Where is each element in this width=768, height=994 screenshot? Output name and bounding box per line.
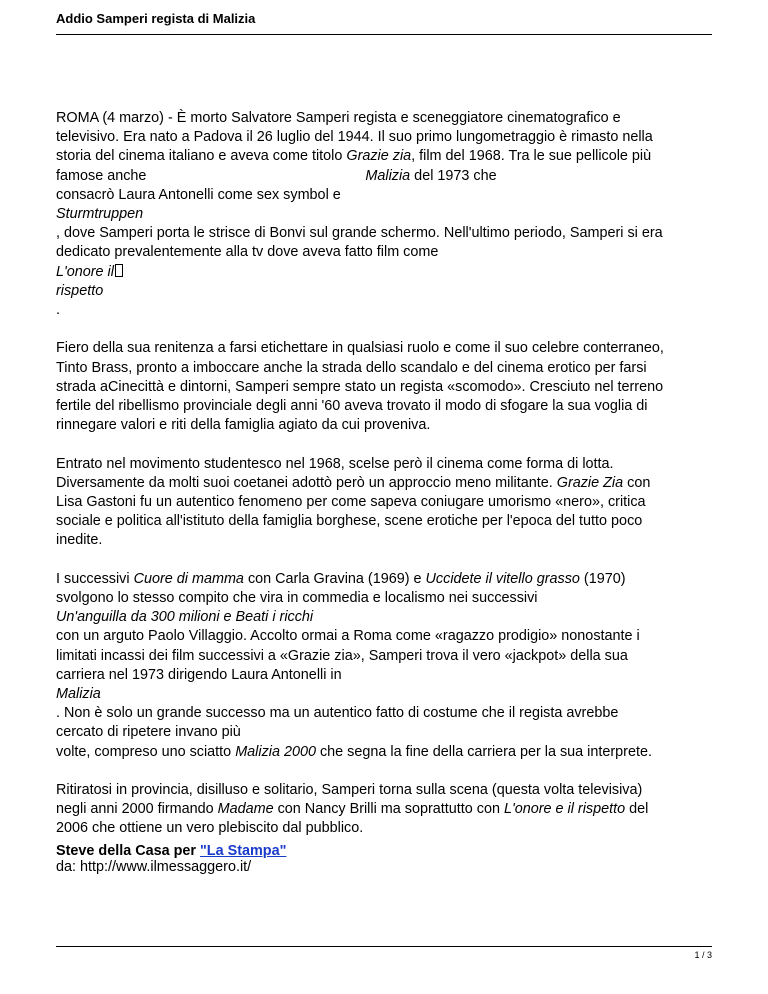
film-title: Malizia 2000 bbox=[235, 743, 316, 760]
text-line: strada aCinecittà e dintorni, Samperi sempre stato un regista «scomodo». Cresciuto nel terreno bbox=[56, 378, 664, 395]
paragraph-4 bbox=[56, 570, 716, 762]
film-title: rispetto bbox=[56, 282, 104, 299]
text-line: Ritiratosi in provincia, disilluso e solitario, Samperi torna sulla scena (questa volta televisiva) bbox=[56, 782, 643, 799]
text-line: negli anni 2000 firmando Madame con Nancy Brilli ma soprattutto con L'onore e il rispetto del bbox=[56, 801, 649, 818]
film-title: Malizia bbox=[56, 686, 101, 703]
film-title: Cuore di mamma bbox=[133, 570, 244, 587]
text-line: volte, compreso uno sciatto Malizia 2000 che segna la fine della carriera per la sua interprete. bbox=[56, 743, 652, 760]
text-line: limitati incassi dei film successivi a «Grazie zia», Samperi trova il vero «jackpot» della sua bbox=[56, 647, 628, 664]
film-title: Uccidete il vitello grasso bbox=[425, 570, 580, 587]
text-line: cercato di ripetere invano più bbox=[56, 724, 241, 741]
film-title: Sturmtruppen bbox=[56, 206, 144, 223]
text-line: ROMA (4 marzo) - È morto Salvatore Samperi regista e sceneggiatore cinematografico e bbox=[56, 110, 621, 126]
text-line: . Non è solo un grande successo ma un autentico fatto di costume che il regista avrebbe bbox=[56, 705, 619, 722]
film-title: Malizia bbox=[365, 167, 411, 184]
paragraph-2 bbox=[56, 339, 716, 435]
text-line: 2006 che ottiene un vero plebiscito dal pubblico. bbox=[56, 820, 364, 837]
article-body bbox=[56, 109, 716, 896]
text-line: I successivi Cuore di mamma con Carla Gravina (1969) e Uccidete il vitello grasso (1970) bbox=[56, 570, 626, 587]
paragraph-5 bbox=[56, 781, 716, 839]
text-line bbox=[56, 263, 716, 282]
film-title: Grazie Zia bbox=[556, 474, 624, 491]
text-line: consacrò Laura Antonelli come sex symbol e bbox=[56, 186, 341, 203]
text-line: . bbox=[56, 302, 60, 319]
text-line: svolgono lo stesso compito che vira in commedia e localismo nei successivi bbox=[56, 590, 538, 607]
header-divider bbox=[56, 34, 712, 35]
author-name: Steve della Casa per bbox=[56, 843, 200, 859]
text-line: , dove Samperi porta le strisce di Bonvi sul grande schermo. Nell'ultimo periodo, Samperi si era bbox=[56, 225, 663, 242]
text-line: Tinto Brass, pronto a imboccare anche la strada dello scandalo e del cinema erotico per farsi bbox=[56, 359, 647, 376]
text-line: televisivo. Era nato a Padova il 26 luglio del 1944. Il suo primo lungometraggio è rimasto nella bbox=[56, 129, 653, 146]
text-line: Lisa Gastoni fu un autentico fenomeno per come sapeva coniugare umorismo «nero», critica bbox=[56, 494, 646, 511]
text-line: Entrato nel movimento studentesco nel 1968, scelse però il cinema come forma di lotta. bbox=[56, 455, 614, 472]
text-line: storia del cinema italiano e aveva come titolo Grazie zia, film del 1968. Tra le sue pellicole più bbox=[56, 148, 652, 165]
paragraph-3 bbox=[56, 455, 716, 551]
page-number: 1 / 3 bbox=[694, 950, 712, 960]
text-line: con un arguto Paolo Villaggio. Accolto ormai a Roma come «ragazzo prodigio» nonostante i bbox=[56, 628, 640, 645]
paragraph-1 bbox=[56, 109, 716, 320]
text-line: carriera nel 1973 dirigendo Laura Antonelli in bbox=[56, 666, 342, 683]
text-line: fertile del ribellismo provinciale degli anni '60 aveva trovato il modo di sfogare la sua voglia di bbox=[56, 398, 648, 415]
text-line: inedite. bbox=[56, 532, 103, 549]
source-line: da: http://www.ilmessaggero.it/ bbox=[56, 858, 252, 875]
author-signature bbox=[56, 843, 286, 859]
text-line: Diversamente da molti suoi coetanei adottò però un approccio meno militante. Grazie Zia con bbox=[56, 474, 651, 491]
text-line: sociale e politica all'istituto della famiglia borghese, scene erotiche per l'epoca del tutto poco bbox=[56, 513, 643, 530]
footer-divider bbox=[56, 946, 712, 947]
film-title: Madame bbox=[217, 801, 274, 818]
text-line: famose anche Malizia del 1973 che bbox=[56, 167, 497, 184]
film-title: Un'anguilla da 300 milioni e Beati i ricchi bbox=[56, 609, 314, 626]
text-line: rinnegare valori e riti della famiglia agiato da cui proveniva. bbox=[56, 417, 431, 434]
text-line: dedicato prevalentemente alla tv dove aveva fatto film come bbox=[56, 244, 439, 261]
film-title: L'onore e il rispetto bbox=[503, 801, 626, 818]
page-title: Addio Samperi regista di Malizia bbox=[56, 11, 256, 26]
film-title: L'onore il bbox=[56, 263, 114, 280]
la-stampa-link[interactable]: "La Stampa" bbox=[199, 843, 287, 859]
text-line: Fiero della sua renitenza a farsi etichettare in qualsiasi ruolo e come il suo celebre conterraneo, bbox=[56, 340, 664, 357]
film-title: Grazie zia bbox=[346, 148, 412, 165]
missing-glyph-icon bbox=[115, 264, 123, 277]
